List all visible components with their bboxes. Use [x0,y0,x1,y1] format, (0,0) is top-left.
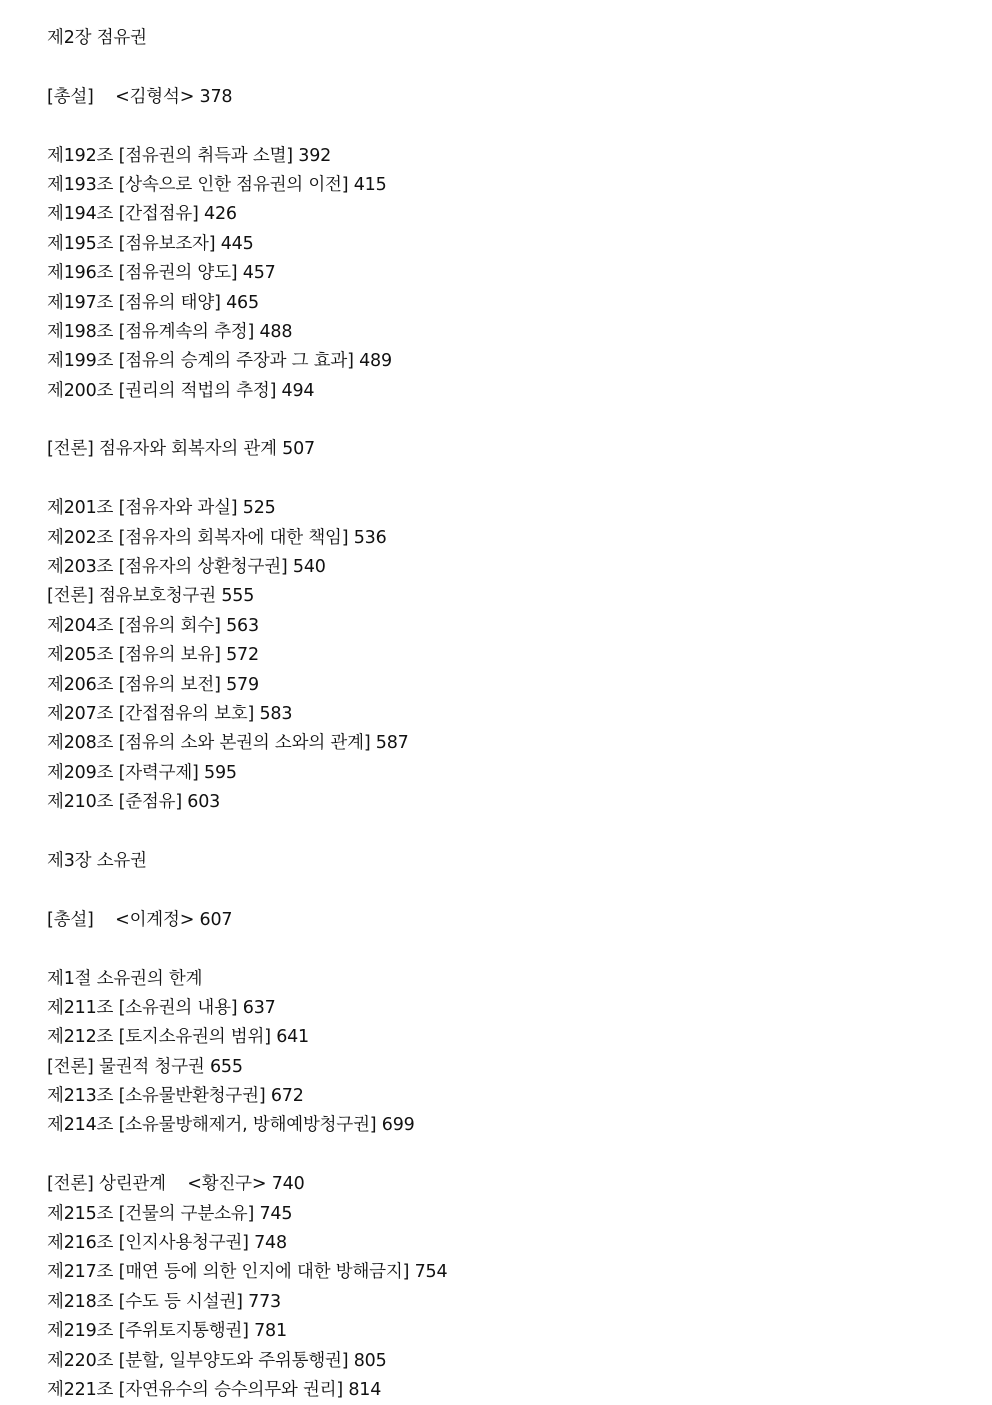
toc-entry: 제215조 [건물의 구분소유] 745 [47,1203,293,1224]
toc-entry: 제208조 [점유의 소와 본권의 소와의 관계] 587 [47,733,409,754]
toc-entry: 제195조 [점유보조자] 445 [47,233,254,254]
toc-entry: 제214조 [소유물방해제거, 방해예방청구권] 699 [47,1115,415,1136]
toc-entry: 제205조 [점유의 보유] 572 [47,645,259,666]
toc-entry: 제197조 [점유의 태양] 465 [47,292,259,313]
toc-entry: 제204조 [점유의 회수] 563 [47,615,259,636]
toc-entry: 제216조 [인지사용청구권] 748 [47,1233,287,1254]
toc-entry: 제192조 [점유권의 취득과 소멸] 392 [47,145,332,166]
toc-entry: 제196조 [점유권의 양도] 457 [47,263,276,284]
toc-entry: 제203조 [점유자의 상환청구권] 540 [47,557,326,578]
blank-line [47,53,972,82]
toc-entry: 제193조 [상속으로 인한 점유권의 이전] 415 [47,174,387,195]
toc-entry: 제217조 [매연 등에 의한 인지에 대한 방해금지] 754 [47,1262,448,1283]
toc-entry: 제220조 [분할, 일부양도와 주위통행권] 805 [47,1350,387,1371]
toc-entry: [전론] 점유보호청구권 555 [47,586,255,607]
blank-line [47,465,972,494]
toc-entry: [전론] 점유자와 회복자의 관계 507 [47,439,315,460]
toc-entry: 제207조 [간접점유의 보호] 583 [47,703,293,724]
toc-entry: 제200조 [권리의 적법의 추정] 494 [47,380,315,401]
chapter-heading: 제3장 소유권 [47,850,147,871]
table-of-contents [47,24,972,1405]
toc-entry: 제221조 [자연유수의 승수의무와 권리] 814 [47,1379,382,1400]
blank-line [47,1141,972,1170]
toc-entry: 제219조 [주위토지통행권] 781 [47,1321,287,1342]
toc-entry: 제210조 [준점유] 603 [47,792,221,813]
toc-entry: [총설] <이계정> 607 [47,909,233,930]
blank-line [47,112,972,141]
toc-entry: 제211조 [소유권의 내용] 637 [47,997,276,1018]
blank-line [47,876,972,905]
toc-entry: 제202조 [점유자의 회복자에 대한 책임] 536 [47,527,387,548]
toc-entry: 제218조 [수도 등 시설권] 773 [47,1291,281,1312]
toc-entry: [전론] 상린관계 <황진구> 740 [47,1174,305,1195]
toc-entry: 제213조 [소유물반환청구권] 672 [47,1086,304,1107]
toc-entry: 제206조 [점유의 보전] 579 [47,674,259,695]
toc-entry: 제199조 [점유의 승계의 주장과 그 효과] 489 [47,351,392,372]
toc-entry: 제198조 [점유계속의 추정] 488 [47,321,293,342]
blank-line [47,818,972,847]
toc-entry: [총설] <김형석> 378 [47,86,233,107]
toc-entry: 제201조 [점유자와 과실] 525 [47,498,276,519]
blank-line [47,406,972,435]
blank-line [47,935,972,964]
toc-entry: 제194조 [간접점유] 426 [47,204,237,225]
toc-entry: 제209조 [자력구제] 595 [47,762,237,783]
section-heading: 제1절 소유권의 한계 [47,968,203,989]
chapter-heading: 제2장 점유권 [47,28,147,48]
toc-entry: 제212조 [토지소유권의 범위] 641 [47,1027,309,1048]
toc-entry: [전론] 물권적 청구권 655 [47,1056,243,1077]
